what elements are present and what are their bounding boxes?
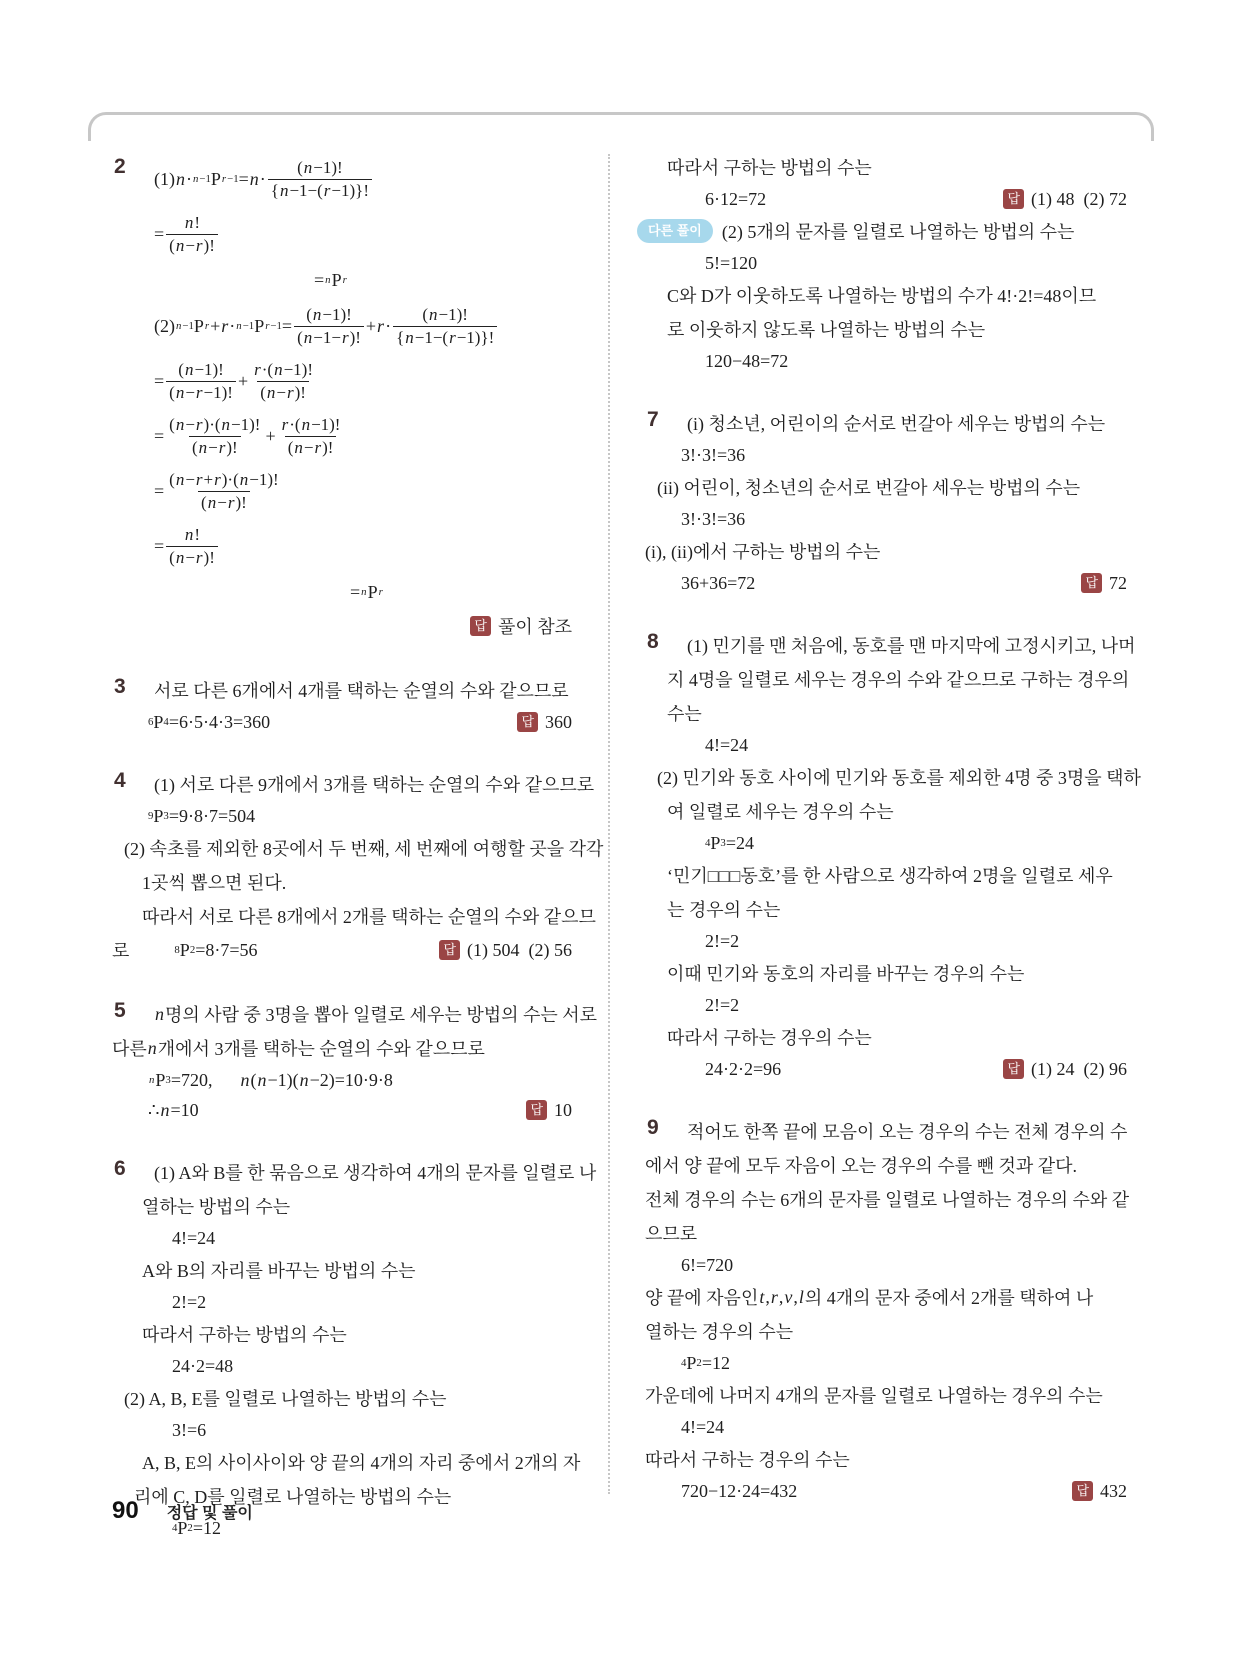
line-text: 6·12=72 <box>705 188 767 209</box>
line-text: 5!=120 <box>705 252 758 273</box>
column-right <box>645 150 1141 1536</box>
solution-line <box>667 794 1127 828</box>
solution-line <box>667 150 1127 184</box>
line-text: 지 4명을 일렬로 세우는 경우의 수와 같으므로 구하는 경우의 <box>667 670 1130 690</box>
line-text: 는 경우의 수는 <box>667 900 781 920</box>
solution-line <box>112 1031 572 1065</box>
solution-line <box>172 1287 572 1317</box>
solution-line <box>148 1095 572 1125</box>
page-number: 90 <box>112 1497 139 1524</box>
problem-number: 8 <box>647 630 659 653</box>
line-text: 여 일렬로 세우는 경우의 수는 <box>667 802 894 822</box>
solution-line <box>154 355 572 407</box>
answer <box>991 189 1127 210</box>
answer-text: 풀이 참조 <box>497 617 572 637</box>
problem-5 <box>112 997 598 1125</box>
solution-line <box>645 534 1127 568</box>
problem-number: 6 <box>114 1157 126 1180</box>
line-text: 전체 경우의 수는 6개의 문자를 일렬로 나열하는 경우의 수와 같 <box>645 1190 1130 1210</box>
problem-3 <box>112 673 572 737</box>
solution-line <box>154 465 572 517</box>
problem-4 <box>112 767 604 967</box>
line-text: 4!=24 <box>705 734 749 755</box>
line-text: 2!=2 <box>705 994 740 1015</box>
solution-line <box>112 609 572 643</box>
problem-6 <box>112 1155 597 1543</box>
answer-text: 72 <box>1109 572 1127 593</box>
solution-line <box>687 406 1127 440</box>
fraction: $\frac{n!}{(n-r)!}$ <box>166 212 218 256</box>
solution-line <box>687 1114 1127 1148</box>
line-text: 2!=2 <box>705 930 740 951</box>
solution-line <box>142 1445 581 1479</box>
line-text: = $\frac{n!}{(n-r)!}$ <box>154 524 220 568</box>
solution-line <box>645 1442 1127 1476</box>
line-text: A와 B의 자리를 바꾸는 방법의 수는 <box>142 1261 416 1281</box>
answer-badge: 답 <box>470 616 491 636</box>
answer <box>427 940 572 961</box>
fraction: $\frac{(n-1)!}{(n-r-1)!}$ <box>166 359 236 403</box>
solution-line <box>705 990 1127 1020</box>
line-text: 으므로 <box>645 1224 698 1244</box>
line-text: 24·2=48 <box>172 1355 234 1376</box>
line-text: 4 P 2 =12 <box>681 1352 730 1373</box>
solution-line <box>112 933 572 967</box>
problem-continuation <box>645 150 1127 376</box>
line-text: 4!=24 <box>681 1416 725 1437</box>
solution-line <box>142 1189 572 1223</box>
solution-line <box>705 248 1127 278</box>
line-text: ∴ n =10 <box>148 1099 199 1120</box>
problem-number: 5 <box>114 999 126 1022</box>
line-text: (i), (ii)에서 구하는 방법의 수는 <box>645 542 881 562</box>
solution-line <box>154 997 598 1031</box>
line-text: 9 P 3 =9·8·7=504 <box>148 805 256 826</box>
line-text: (2) 속초를 제외한 8곳에서 두 번째, 세 번째에 여행할 곳을 각각 <box>124 839 604 859</box>
alt-solution-badge: 다른 풀이 <box>637 219 713 243</box>
line-text: 6!=720 <box>681 1254 734 1275</box>
solution-line <box>314 263 572 297</box>
line-text: 열하는 방법의 수는 <box>142 1197 291 1217</box>
line-text: (1) n · n−1 P r−1 = n · $\frac{(n-1)!}{\{n-1-(r-1)\}!}$ <box>154 157 374 201</box>
solution-line <box>667 892 1127 926</box>
line-text: n 명의 사람 중 3명을 뽑아 일렬로 세우는 방법의 수는 서로 <box>155 1003 598 1025</box>
line-text: 양 끝에 자음인 t , r , v , l 의 4개의 문자 중에서 2개를 택하여 나 <box>645 1286 1094 1308</box>
line-text: 2!=2 <box>172 1291 207 1312</box>
line-text: 120−48=72 <box>705 350 789 371</box>
solution-line <box>657 760 1141 794</box>
problem-8 <box>645 628 1141 1084</box>
line-text: = n P r <box>314 269 347 290</box>
answer-badge: 답 <box>1003 1059 1024 1079</box>
solution-line <box>681 1476 1127 1506</box>
answer <box>514 1100 572 1121</box>
line-text: (1) 서로 다른 9개에서 3개를 택하는 순열의 수와 같으므로 <box>154 775 595 795</box>
line-text: 리에 C, D를 일렬로 나열하는 방법의 수는 <box>134 1487 452 1507</box>
solution-line <box>172 1223 572 1253</box>
answer-text: (1) 24 (2) 96 <box>1031 1058 1127 1079</box>
solution-line <box>154 300 572 352</box>
answer-text: (1) 48 (2) 72 <box>1031 188 1127 209</box>
answer-text: 360 <box>545 711 572 732</box>
fraction: $\frac{r\cdot(n-1)!}{(n-r)!}$ <box>254 360 313 402</box>
problem-number: 2 <box>114 155 126 178</box>
line-text: 36+36=72 <box>681 572 756 593</box>
line-text: 3!·3!=36 <box>681 444 746 465</box>
line-text: 따라서 구하는 방법의 수는 <box>667 158 872 178</box>
answer-badge: 답 <box>1072 1481 1093 1501</box>
line-text: 4 P 2 =12 <box>172 1517 221 1538</box>
solution-line <box>705 730 1127 760</box>
solution-line <box>154 153 572 205</box>
solution-line <box>645 1378 1127 1412</box>
line-text: 로 8 P 2 =8·7=56 <box>112 939 258 961</box>
line-text: (2) A, B, E를 일렬로 나열하는 방법의 수는 <box>124 1389 447 1409</box>
answer <box>991 1059 1127 1080</box>
solution-line <box>148 707 572 737</box>
fraction: $\frac{(n-r+r)\cdot(n-1)!}{(n-r)!}$ <box>169 470 279 512</box>
line-text: 1곳씩 뽑으면 된다. <box>142 873 287 893</box>
solution-line <box>142 1253 572 1287</box>
line-text: C와 D가 이웃하도록 나열하는 방법의 수가 4!·2!=48이므 <box>667 286 1097 306</box>
solution-line <box>705 346 1127 376</box>
solution-line <box>645 1280 1127 1314</box>
solution-line <box>705 184 1127 214</box>
solution-line <box>124 1381 572 1415</box>
line-text: (1) 민기를 맨 처음에, 동호를 맨 마지막에 고정시키고, 나머 <box>687 636 1136 656</box>
solution-line <box>142 1317 572 1351</box>
line-text: 24·2·2=96 <box>705 1058 782 1079</box>
answer-badge: 답 <box>439 940 460 960</box>
line-text: A, B, E의 사이사이와 양 끝의 4개의 자리 중에서 2개의 자 <box>142 1453 581 1473</box>
answer-text: 10 <box>554 1099 572 1120</box>
line-text: 3!=6 <box>172 1419 207 1440</box>
solution-line <box>142 865 572 899</box>
solution-line <box>350 575 572 609</box>
fraction: $\frac{(n-r)\cdot(n-1)!}{(n-r)!}$ <box>169 415 261 457</box>
answer-badge: 답 <box>526 1100 547 1120</box>
solution-line <box>705 828 1127 858</box>
line-text: = $\frac{(n-r)\cdot(n-1)!}{(n-r)!}$ + $\frac{r\cdot(n-1)!}{(n-r)!}$ <box>154 414 345 458</box>
solution-line <box>667 956 1127 990</box>
solution-line <box>148 801 572 831</box>
problem-number: 3 <box>114 675 126 698</box>
columns <box>112 150 1141 1573</box>
problem-9 <box>645 1114 1130 1506</box>
solution-line <box>124 831 604 865</box>
solution-line <box>154 767 595 801</box>
fraction: $\frac{(n-1)!}{(n-1-r)!}$ <box>294 304 364 348</box>
solution-line <box>681 440 1127 470</box>
line-text: 다른 n 개에서 3개를 택하는 순열의 수와 같으므로 <box>112 1037 485 1059</box>
line-text: 수는 <box>667 704 702 724</box>
answer-text: (1) 504 (2) 56 <box>467 939 572 960</box>
problem-number: 4 <box>114 769 126 792</box>
line-text: = $\frac{n!}{(n-r)!}$ <box>154 212 220 256</box>
fraction: $\frac{n!}{(n-r)!}$ <box>166 524 218 568</box>
answer <box>505 712 572 733</box>
solution-line <box>705 1054 1127 1084</box>
solution-line <box>681 1250 1127 1280</box>
solution-line <box>645 1314 1127 1348</box>
column-left <box>112 150 604 1573</box>
solution-line <box>681 568 1127 598</box>
solution-line <box>681 504 1127 534</box>
solution-line <box>667 696 1127 730</box>
line-text: 3!·3!=36 <box>681 508 746 529</box>
solution-line <box>172 1351 572 1381</box>
line-text: (2) n−1 P r + r · n−1 P r−1 = $\frac{(n-1)!}{(n-1-r)!}$ + r · $\frac{(n-1)!}{\{n-1-(r-1)\}!}$ <box>154 304 499 348</box>
line-text: 이때 민기와 동호의 자리를 바꾸는 경우의 수는 <box>667 964 1025 984</box>
line-text: (i) 청소년, 어린이의 순서로 번갈아 세우는 방법의 수는 <box>687 414 1106 434</box>
solution-line <box>154 208 572 260</box>
line-text: 로 이웃하지 않도록 나열하는 방법의 수는 <box>667 320 986 340</box>
line-text: 따라서 구하는 방법의 수는 <box>142 1325 347 1345</box>
line-text: ‘민기□□□동호’를 한 사람으로 생각하여 2명을 일렬로 세우 <box>667 866 1113 886</box>
line-text: 4!=24 <box>172 1227 216 1248</box>
line-text: (ii) 어린이, 청소년의 순서로 번갈아 세우는 방법의 수는 <box>657 478 1081 498</box>
answer <box>1069 573 1127 594</box>
answer <box>1060 1481 1127 1502</box>
line-text: (1) A와 B를 한 묶음으로 생각하여 4개의 문자를 일렬로 나 <box>154 1163 597 1183</box>
line-text: = $\frac{(n-r+r)\cdot(n-1)!}{(n-r)!}$ <box>154 469 284 513</box>
line-text: 가운데에 나머지 4개의 문자를 일렬로 나열하는 경우의 수는 <box>645 1386 1103 1406</box>
fraction: $\frac{(n-1)!}{\{n-1-(r-1)\}!}$ <box>268 157 372 201</box>
line-text: 6 P 4 =6·5·4·3=360 <box>148 711 271 732</box>
footer-label: 정답 및 풀이 <box>166 1505 253 1522</box>
solution-line <box>667 1020 1127 1054</box>
line-text: = n P r <box>350 581 383 602</box>
solution-line <box>172 1415 572 1445</box>
answer-text: 432 <box>1100 1480 1127 1501</box>
fraction: $\frac{r\cdot(n-1)!}{(n-r)!}$ <box>281 415 341 457</box>
problem-number: 7 <box>647 408 659 431</box>
answer <box>458 613 572 639</box>
line-text: = $\frac{(n-1)!}{(n-r-1)!}$ + $\frac{r\cdot(n-1)!}{(n-r)!}$ <box>154 359 318 403</box>
problem-number: 9 <box>647 1116 659 1139</box>
solution-line <box>681 1412 1127 1442</box>
solution-line <box>681 1348 1127 1378</box>
solution-line <box>154 410 572 462</box>
solution-line <box>645 1182 1130 1216</box>
solution-line <box>154 673 572 707</box>
solution-line <box>687 628 1136 662</box>
line-text: 4 P 3 =24 <box>705 832 754 853</box>
line-text: 720−12·24=432 <box>681 1480 798 1501</box>
line-text: 열하는 경우의 수는 <box>645 1322 794 1342</box>
line-text: 따라서 구하는 경우의 수는 <box>645 1450 850 1470</box>
solution-line <box>667 278 1127 312</box>
problem-2 <box>112 153 572 643</box>
solution-line <box>645 1148 1127 1182</box>
problem-7 <box>645 406 1127 598</box>
solution-line <box>657 470 1127 504</box>
solution-line <box>645 1216 1127 1250</box>
line-text: 서로 다른 6개에서 4개를 택하는 순열의 수와 같으므로 <box>154 681 569 701</box>
line-text: 에서 양 끝에 모두 자음이 오는 경우의 수를 뺀 것과 같다. <box>645 1156 1078 1176</box>
column-divider <box>608 154 610 1494</box>
fraction: $\frac{(n-1)!}{\{n-1-(r-1)\}!}$ <box>393 304 497 348</box>
page-top-border <box>88 112 1154 141</box>
solution-line <box>154 520 572 572</box>
answer-badge: 답 <box>1003 189 1024 209</box>
answer-badge: 답 <box>1081 573 1102 593</box>
solution-line <box>705 926 1127 956</box>
solution-line <box>154 1155 597 1189</box>
line-text: 적어도 한쪽 끝에 모음이 오는 경우의 수는 전체 경우의 수 <box>687 1122 1128 1142</box>
line-text: (2) 민기와 동호 사이에 민기와 동호를 제외한 4명 중 3명을 택하 <box>657 768 1141 788</box>
solution-line <box>667 662 1130 696</box>
solution-line <box>142 899 596 933</box>
solution-line <box>667 858 1127 892</box>
solution-line <box>148 1065 572 1095</box>
line-text: 따라서 서로 다른 8개에서 2개를 택하는 순열의 수와 같으므 <box>142 907 596 927</box>
line-text: (2) 5개의 문자를 일렬로 나열하는 방법의 수는 <box>721 222 1075 242</box>
answer-badge: 답 <box>517 712 538 732</box>
solution-line <box>637 214 1127 248</box>
page-footer <box>112 1497 253 1525</box>
line-text: n P 3 =720, n ( n −1)( n −2)=10·9·8 <box>149 1069 393 1090</box>
solution-line <box>667 312 1127 346</box>
line-text: 따라서 구하는 경우의 수는 <box>667 1028 872 1048</box>
